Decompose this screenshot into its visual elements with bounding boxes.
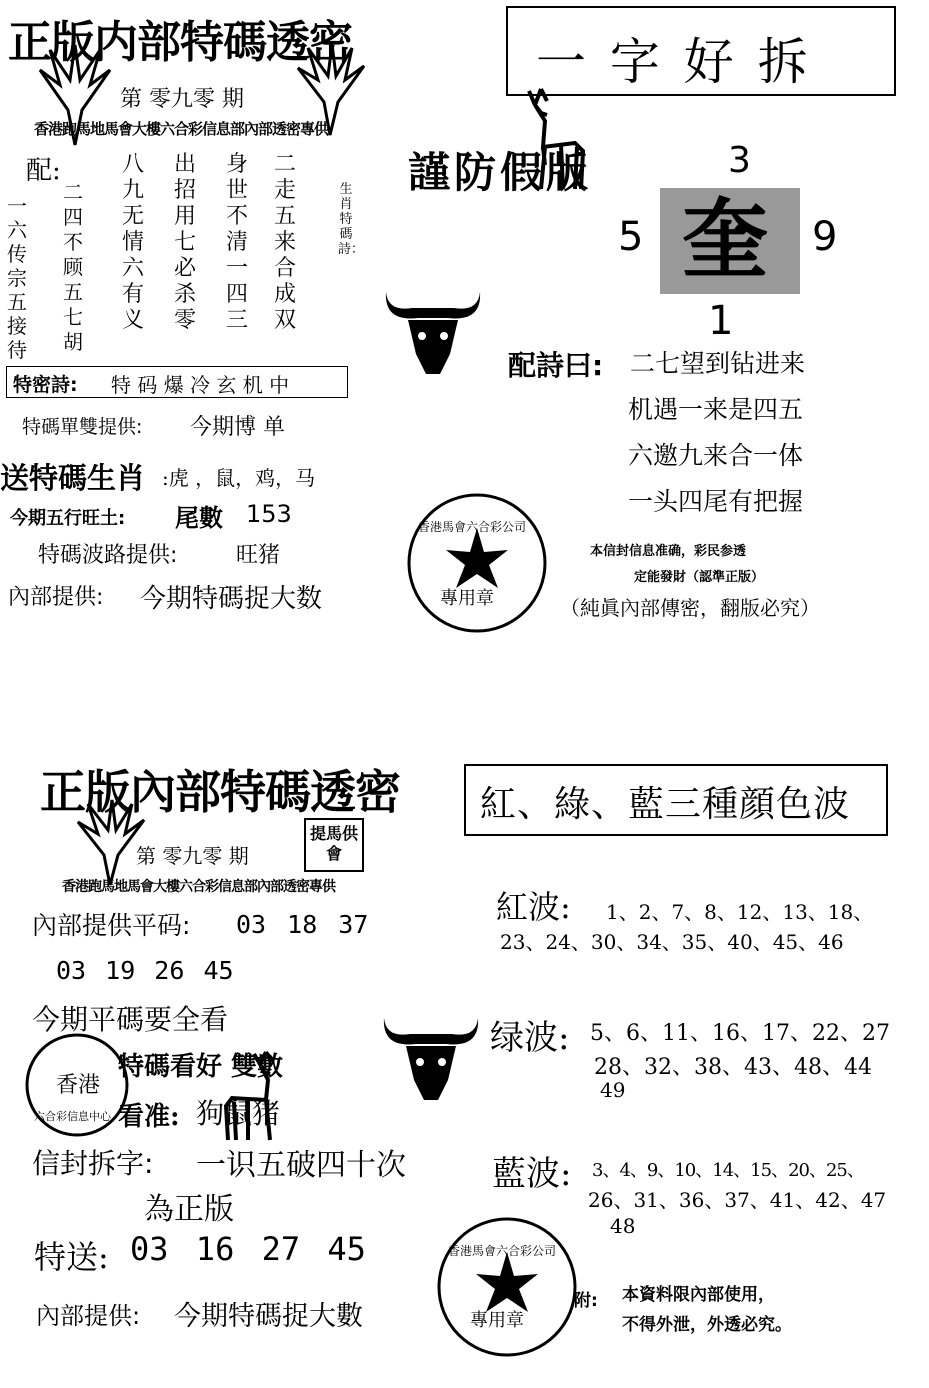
red-wave-line-2: 23、24、30、34、35、40、45、46: [500, 930, 844, 954]
number-left: 5: [618, 214, 644, 260]
tail-value: 153: [246, 500, 292, 528]
note-line-1: 本信封信息准确，彩民参透: [590, 544, 747, 559]
footer-line-2: 不得外泄，外透必究。: [622, 1315, 792, 1335]
wave-label: 特碼波路提供:: [38, 543, 178, 568]
top-supplier: 香港跑馬地馬會大樓六合彩信息部內部透密專供: [34, 120, 329, 138]
green-wave-label: 绿波:: [490, 1018, 570, 1058]
company-stamp-bottom: [432, 1212, 582, 1362]
poem-column-2: 出招用七必杀零: [173, 152, 196, 333]
inside-value-top: 今期特碼捉大数: [140, 584, 323, 614]
stamp-top-center: 專用章: [440, 588, 494, 609]
blue-wave-line-3: 48: [610, 1214, 636, 1238]
info-stamp-center: 香港: [56, 1073, 101, 1098]
odd-even-label: 特碼單雙提供:: [22, 416, 143, 438]
aim-label: 看准:: [118, 1102, 180, 1132]
zodiac-value: :虎 ，鼠，鸡，马: [162, 466, 316, 490]
center-char-box: [660, 188, 800, 294]
red-wave-line-1: 1、2、7、8、12、13、18、: [606, 900, 874, 924]
footer-line-1: 本資料限內部使用，: [622, 1285, 775, 1305]
send-nums: 03 16 27 45: [130, 1230, 366, 1268]
stamp-bottom-center: 專用章: [470, 1310, 524, 1331]
poem-line-4: 一头四尾有把握: [628, 487, 804, 516]
note-line-3: （純眞內部傳密，翻版必究）: [560, 596, 820, 620]
top-issue: 第 零九零 期: [120, 87, 244, 112]
info-stamp-ring: 六合彩信息中心: [34, 1110, 111, 1123]
bottom-issue: 第 零九零 期: [136, 844, 249, 868]
bottom-supplier: 香港跑馬地馬會大樓六合彩信息部內部透密專供: [62, 879, 335, 895]
secret-poem-label: 特密詩:: [13, 374, 78, 396]
wave-value: 旺猪: [236, 543, 281, 568]
envelope-label: 信封拆字:: [32, 1147, 154, 1180]
number-bottom: 1: [708, 298, 734, 344]
secret-poem-text: 特 码 爆 冷 玄 机 中: [111, 373, 290, 397]
stamp-top-ring: 香港馬會六合彩公司: [418, 520, 527, 534]
ox-head-icon: [378, 282, 488, 382]
green-wave-line-2: 28、32、38、43、48、44: [594, 1055, 872, 1080]
note-line-2: 定能發財（認準正版）: [634, 570, 765, 585]
genuine-text: 為正版: [144, 1192, 234, 1227]
stamp-bottom-ring: 香港馬會六合彩公司: [448, 1244, 557, 1258]
number-right: 9: [812, 214, 838, 260]
poem-column-3: 身世不清一四三: [225, 152, 248, 333]
inside-value-bottom: 今期特碼捉大數: [174, 1301, 363, 1332]
left-column-2: 二四不顾五七胡: [63, 180, 83, 354]
special-look: 特碼看好 雙數: [118, 1052, 284, 1082]
one-char-box: [506, 6, 896, 96]
aim-value: 狗鼠猪: [196, 1097, 281, 1130]
flat-nums-2: 03 19 26 45: [56, 956, 234, 985]
bottom-badge: 提馬供會: [310, 824, 359, 863]
send-label: 特送:: [34, 1238, 109, 1276]
green-wave-line-3: 49: [600, 1078, 626, 1102]
company-stamp-top: [402, 488, 552, 638]
warning-text: 謹防假版: [408, 148, 593, 197]
poem-line-2: 机遇一来是四五: [628, 395, 804, 424]
tail-label: 尾數: [175, 504, 223, 532]
bottom-badge-box: [304, 818, 364, 872]
pei-label: 配:: [26, 156, 61, 186]
left-column-1: 一六传宗五接待: [7, 194, 27, 362]
side-vertical-text: 生肖特碼詩：: [338, 182, 365, 257]
wave-colors-title: 紅、綠、藍三種顔色波: [480, 784, 851, 825]
bottom-title: 正版內部特碼透密: [40, 765, 400, 819]
poem-line-1: 二七望到钻进来: [630, 349, 806, 378]
red-wave-label: 紅波:: [496, 888, 571, 926]
odd-even-value: 今期博 单: [190, 415, 285, 440]
poem-column-4: 二走五来合成双: [273, 152, 296, 333]
number-top: 3: [728, 140, 751, 181]
secret-poem-box: [6, 366, 348, 398]
inside-label-bottom: 內部提供:: [36, 1302, 141, 1330]
inside-label-top: 內部提供:: [8, 585, 104, 610]
ox-head-icon-bottom: [376, 1008, 486, 1108]
footer-label: 附:: [574, 1291, 598, 1311]
center-char: 奎: [682, 189, 768, 290]
zodiac-label: 送特碼生肖: [0, 461, 146, 495]
one-char-title: 一 字 好 拆: [536, 33, 812, 91]
wuxing-label: 今期五行旺土:: [10, 508, 126, 529]
green-wave-line-1: 5、6、11、16、17、22、27: [590, 1021, 890, 1046]
envelope-value: 一识五破四十次: [196, 1148, 406, 1183]
flat-note: 今期平碼要全看: [32, 1003, 229, 1036]
poem-column-1: 八九无情六有义: [121, 152, 144, 333]
wave-colors-box: [464, 764, 888, 836]
poem-label-right: 配詩曰:: [508, 349, 604, 382]
top-title: 正版内部特碼透密: [8, 17, 352, 68]
blue-wave-label: 藍波:: [492, 1154, 572, 1194]
flat-nums-1: 03 18 37: [236, 910, 369, 939]
blue-wave-line-2: 26、31、36、37、41、42、47: [588, 1188, 887, 1212]
blue-wave-line-1: 3、4、9、10、14、15、20、25、: [592, 1160, 864, 1181]
poem-line-3: 六邀九来合一体: [628, 441, 804, 470]
flat-label: 內部提供平码:: [32, 911, 191, 940]
